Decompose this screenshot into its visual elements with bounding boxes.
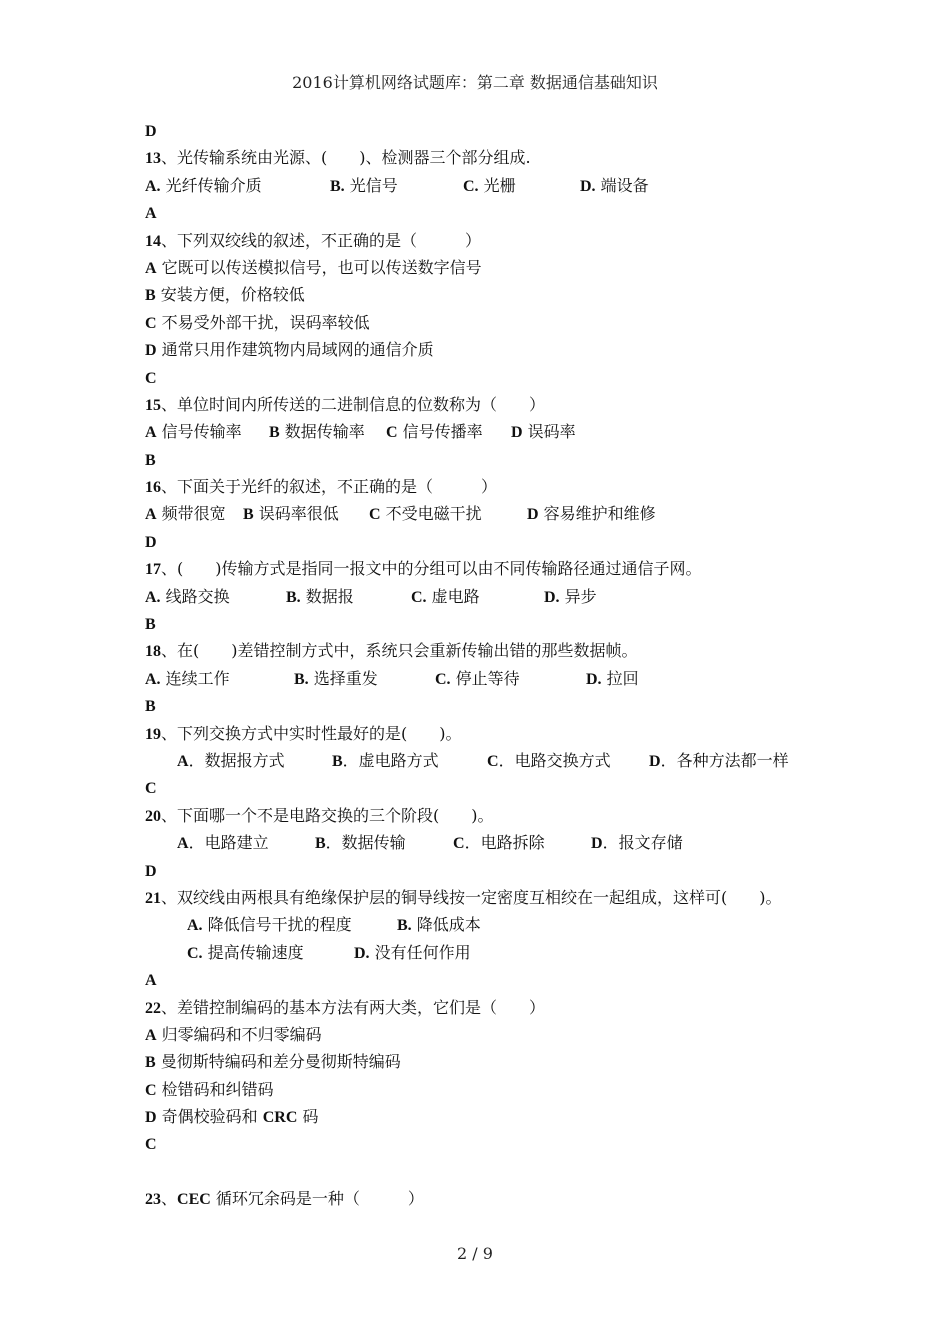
option-text: 端设备 [595,175,649,195]
option-letter: B. [397,917,412,935]
answer-key: A [145,972,157,990]
option-text: ．报文存储 [602,833,683,853]
option-letter: C. [411,588,427,606]
answer-key: D [145,533,157,551]
option [511,418,611,446]
question-text: 、下列交换方式中实时性最好的是( )。 [161,723,462,743]
question-text: 循环冗余码是一种（ ） [210,1189,424,1209]
question-text: ( )、检测器三个部分组成. [321,148,531,168]
option-text: ．数据传输 [325,833,406,853]
option-letter: C. [435,670,451,688]
option [369,500,527,528]
option-letter: A [145,506,157,524]
option-text: ．虚电路方式 [342,750,439,770]
question-line [145,720,845,747]
option-letter: B [332,752,343,770]
question-number: 20 [145,807,161,825]
choice-letter: B [145,287,156,305]
answer-line [145,610,845,637]
options-row [145,665,845,692]
option-text: 光纤传输介质 [160,175,262,195]
option-letter: C [487,752,499,770]
option-letter: B [243,506,254,524]
option [435,665,586,693]
option-letter: B [269,424,280,442]
option [294,665,435,693]
option [269,418,386,446]
choice-letter: C [145,314,157,332]
answer-key: D [145,862,157,880]
choice-letter: D [145,342,157,360]
question-line [145,884,845,911]
answer-line [145,966,845,993]
option [187,911,397,939]
question-line [145,994,845,1021]
option-text: ．数据报方式 [188,750,285,770]
choice-line [145,336,845,363]
question-line [145,473,845,500]
answer-line [145,199,845,226]
page-header: 2016计算机网络试题库：第二章 数据通信基础知识 [292,73,658,92]
option-text: 不受电磁干扰 [380,504,482,524]
option [243,500,369,528]
choice-text: 安装方便，价格较低 [155,285,305,305]
option-text: 光栅 [478,175,516,195]
option [411,583,544,611]
answer-line [145,1130,845,1185]
option-text: 数据报 [300,586,354,606]
question-line [145,1185,845,1212]
option-text: 连续工作 [160,668,230,688]
question-text: 、在( )差错控制方式中，系统只会重新传输出错的那些数据帧。 [161,641,638,661]
question-line [145,391,845,418]
option-text: 停止等待 [450,668,520,688]
option-text: 信号传播率 [397,422,483,442]
answer-key: C [145,1136,157,1154]
answer-line [145,117,845,144]
option-text: 降低成本 [411,915,481,935]
option-letter: B [315,835,326,853]
option-text: 拉回 [601,668,639,688]
answer-line [145,364,845,391]
choice-line [145,309,845,336]
choice-letter: C [145,1081,157,1099]
question-text: 、双绞线由两根具有绝缘保护层的铜导线按一定密度互相绞在一起组成，这样可( )。 [161,887,782,907]
option-text: 数据传输率 [279,422,365,442]
option [544,583,644,611]
option-letter: A [177,835,189,853]
option-letter: C [453,835,465,853]
document-body [145,117,845,1213]
option-letter: B. [286,588,301,606]
question-number: 18 [145,643,161,661]
option-text: 线路交换 [160,586,230,606]
option-text: 光信号 [344,175,398,195]
question-text: 、下面哪一个不是电路交换的三个阶段( )。 [161,805,494,825]
option [187,939,354,967]
option [586,665,686,693]
options-row [145,939,845,966]
options-row [145,583,845,610]
question-number: 13 [145,150,161,168]
answer-line [145,528,845,555]
option-letter: D [511,424,523,442]
answer-key: B [145,698,156,716]
option-letter: D. [354,944,370,962]
choice-letter: B [145,1054,156,1072]
option [527,500,687,528]
option [463,172,580,200]
answer-line [145,774,845,801]
option-letter: D. [586,670,602,688]
question-line [145,637,845,664]
option-text: 异步 [559,586,597,606]
choice-text: 通常只用作建筑物内局域网的通信介质 [156,340,434,360]
option-text: 虚电路 [426,586,480,606]
choice-text: 归零编码和不归零编码 [156,1024,322,1044]
option-text: 提高传输速度 [202,942,304,962]
question-number: 15 [145,396,161,414]
option [386,418,511,446]
choice-line [145,1021,845,1048]
question-text: 、下面关于光纤的叙述，不正确的是（ ） [161,477,498,497]
option-text: 误码率很低 [253,504,339,524]
option [487,747,649,775]
question-line [145,802,845,829]
option [649,747,809,775]
option-letter: D [649,752,661,770]
option-letter: A [177,752,189,770]
option-text: 频带很宽 [156,504,226,524]
choice-letter: A [145,1026,157,1044]
choice-text: 奇偶校验码和 [156,1107,263,1127]
option-text: 没有任何作用 [369,942,471,962]
choice-text: 曼彻斯特编码和差分曼彻斯特编码 [155,1052,401,1072]
question-text: 、光传输系统由光源、 [161,148,322,168]
option-text: 误码率 [522,422,576,442]
question-text: 、单位时间内所传送的二进制信息的位数称为（ ） [161,394,546,414]
option-letter: A. [145,177,161,195]
question-text: 、( )传输方式是指同一报文中的分组可以由不同传输路径通过通信子网。 [161,559,702,579]
question-text: 、 [161,1189,178,1209]
answer-line [145,692,845,719]
options-row [145,418,845,445]
question-number: 22 [145,999,161,1017]
option [145,500,243,528]
choice-text: 它既可以传送模拟信号，也可以传送数字信号 [156,257,482,277]
option [397,911,517,939]
answer-key: B [145,451,156,469]
answer-key: D [145,123,157,140]
question-line [145,227,845,254]
answer-line [145,857,845,884]
options-row [145,829,845,856]
question-number: 17 [145,561,161,579]
question-term: CEC [177,1191,211,1209]
answer-key: C [145,369,157,387]
choice-line [145,254,845,281]
option [315,829,453,857]
option [354,939,504,967]
option-letter: D [591,835,603,853]
option [332,747,487,775]
option-letter: C [369,506,381,524]
option-text: 降低信号干扰的程度 [202,915,352,935]
page-number: 2 / 9 [457,1244,493,1263]
option-text: 选择重发 [308,668,378,688]
choice-letter: D [145,1109,157,1127]
option-letter: C [386,424,398,442]
answer-key: B [145,616,156,634]
choice-text: 不易受外部干扰，误码率较低 [156,312,370,332]
choice-letter: A [145,259,157,277]
option [145,418,269,446]
options-row [145,911,845,938]
option [453,829,591,857]
options-row [145,747,845,774]
option [330,172,463,200]
option-text: ．电路建立 [188,833,269,853]
question-number: 23 [145,1191,161,1209]
question-text: 、差错控制编码的基本方法有两大类，它们是（ ） [161,997,546,1017]
option [580,172,680,200]
question-line [145,555,845,582]
option-letter: A. [145,670,161,688]
choice-line [145,1048,845,1075]
option-letter: A. [187,917,203,935]
option-letter: B. [294,670,309,688]
option [145,665,294,693]
option-letter: D. [580,177,596,195]
choice-line [145,1103,845,1130]
choice-term: CRC [262,1109,298,1127]
question-number: 21 [145,889,161,907]
option [177,829,315,857]
question-number: 16 [145,479,161,497]
choice-line [145,281,845,308]
question-text: 、下列双绞线的叙述，不正确的是（ ） [161,230,482,250]
option-letter: C. [187,944,203,962]
answer-key: A [145,205,157,223]
choice-text: 检错码和纠错码 [156,1079,274,1099]
option-text: 信号传输率 [156,422,242,442]
option-letter: D. [544,588,560,606]
option-text: ．各种方法都一样 [660,750,789,770]
choice-text: 码 [297,1107,319,1127]
question-line [145,144,845,171]
options-row [145,500,845,527]
option [145,583,286,611]
question-number: 14 [145,232,161,250]
option [177,747,332,775]
answer-key: C [145,780,157,798]
option-letter: B. [330,177,345,195]
option-letter: C. [463,177,479,195]
option-letter: A [145,424,157,442]
option [145,172,330,200]
option-text: ．电路交换方式 [498,750,611,770]
option [591,829,711,857]
options-row [145,172,845,199]
option-letter: D [527,506,539,524]
choice-line [145,1076,845,1103]
option [286,583,411,611]
option-letter: A. [145,588,161,606]
question-number: 19 [145,725,161,743]
option-text: ．电路拆除 [464,833,545,853]
answer-line [145,446,845,473]
option-text: 容易维护和维修 [538,504,656,524]
